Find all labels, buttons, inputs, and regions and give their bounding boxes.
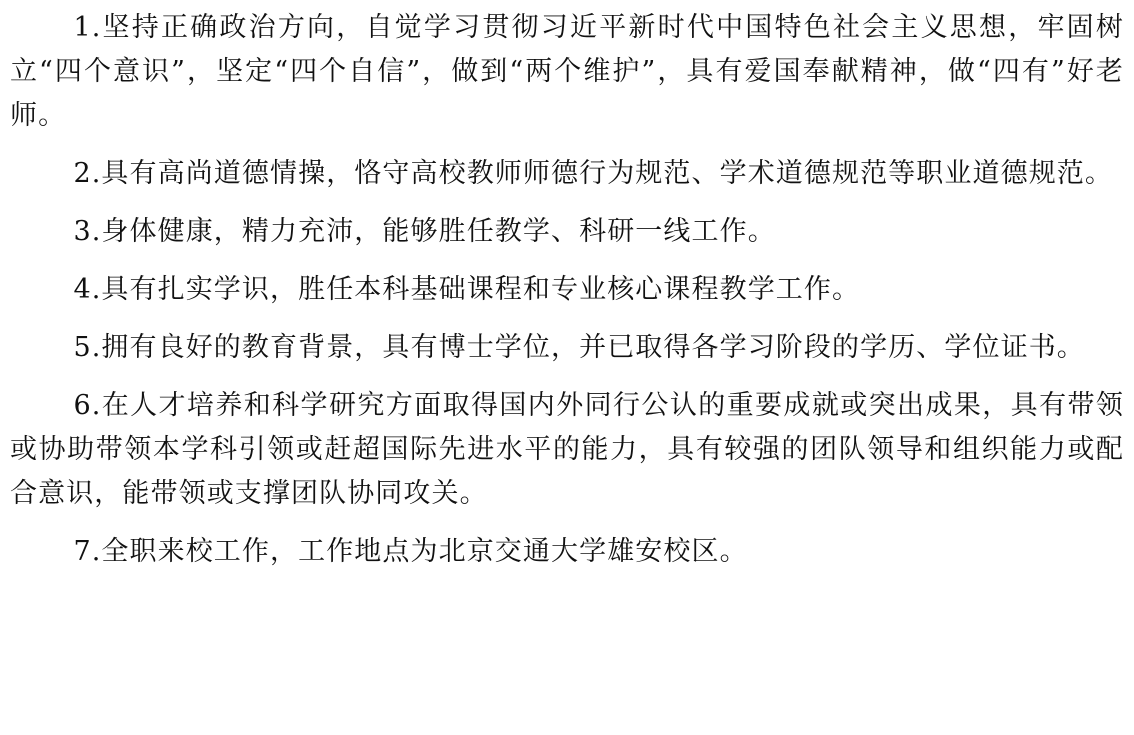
requirement-item-5: 5.拥有良好的教育背景，具有博士学位，并已取得各学习阶段的学历、学位证书。 xyxy=(73,332,1085,363)
requirement-item-3: 3.身体健康，精力充沛，能够胜任教学、科研一线工作。 xyxy=(73,216,776,247)
requirement-item-4: 4.具有扎实学识，胜任本科基础课程和专业核心课程教学工作。 xyxy=(73,274,861,305)
requirement-item-6: 6.在人才培养和科学研究方面取得国内外同行公认的重要成就或突出成果，具有带领或协助带领本学科引领或赶超国际先进水平的能力，具有较强的团队领导和组织能力或配合意识，能带领或支撑团队协同攻关。 xyxy=(10,390,1124,509)
requirement-item-2: 2.具有高尚道德情操，恪守高校教师师德行为规范、学术道德规范等职业道德规范。 xyxy=(73,158,1113,189)
requirement-item-7: 7.全职来校工作，工作地点为北京交通大学雄安校区。 xyxy=(73,536,748,567)
requirement-item-1: 1.坚持正确政治方向，自觉学习贯彻习近平新时代中国特色社会主义思想，牢固树立“四个意识”，坚定“四个自信”，做到“两个维护”，具有爱国奉献精神，做“四有”好老师。 xyxy=(10,12,1124,131)
